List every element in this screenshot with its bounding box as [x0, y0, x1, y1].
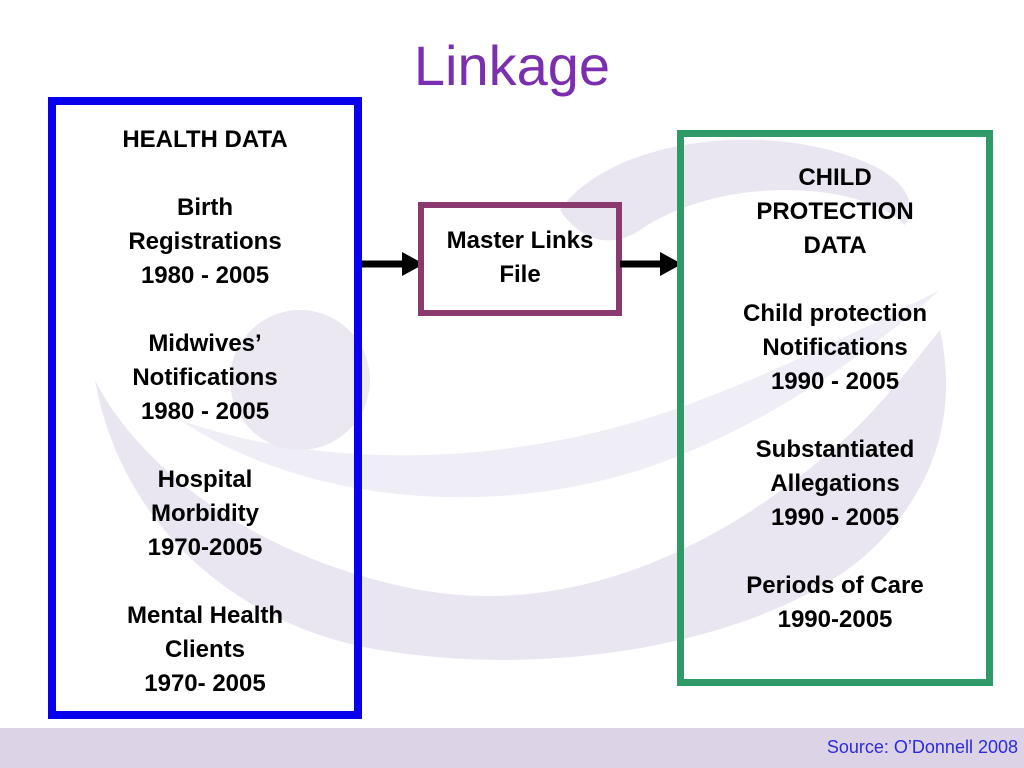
- master-links-line-1: Master Links: [446, 227, 594, 254]
- notifications-line-1: Child protection: [743, 300, 927, 327]
- footer-band: [0, 728, 1024, 768]
- health-data-box: [48, 97, 362, 719]
- substantiated-allegations-line-1: Substantiated: [755, 436, 915, 463]
- child-protection-heading-line-2: PROTECTION: [756, 198, 914, 225]
- periods-of-care-years: 1990-2005: [777, 606, 893, 633]
- mental-health-clients-years: 1970- 2005: [144, 670, 266, 697]
- birth-registrations-line-1: Birth: [177, 194, 233, 221]
- master-links-line-2: File: [499, 261, 541, 288]
- substantiated-allegations-years: 1990 - 2005: [770, 504, 900, 531]
- mental-health-clients-line-2: Clients: [164, 636, 245, 663]
- slide-title: Linkage: [413, 34, 611, 97]
- notifications-line-2: Notifications: [762, 334, 908, 361]
- midwives-notifications-line-2: Notifications: [132, 364, 278, 391]
- periods-of-care-line-1: Periods of Care: [746, 572, 924, 599]
- hospital-morbidity-years: 1970-2005: [147, 534, 263, 561]
- child-protection-heading-line-1: CHILD: [798, 164, 872, 191]
- midwives-notifications-line-1: Midwives’: [148, 330, 262, 357]
- arrow-master-to-child: [618, 251, 684, 277]
- substantiated-allegations-line-2: Allegations: [770, 470, 900, 497]
- source-citation: Source: O’Donnell 2008: [826, 737, 1018, 757]
- birth-registrations-line-2: Registrations: [128, 228, 282, 255]
- child-protection-data-box: [677, 130, 993, 686]
- birth-registrations-years: 1980 - 2005: [140, 262, 270, 289]
- health-data-heading: HEALTH DATA: [122, 126, 288, 153]
- hospital-morbidity-line-1: Hospital: [157, 466, 253, 493]
- master-links-file-box: [418, 202, 622, 316]
- arrow-health-to-master: [360, 251, 426, 277]
- mental-health-clients-line-1: Mental Health: [126, 602, 284, 629]
- notifications-years: 1990 - 2005: [770, 368, 900, 395]
- child-protection-heading-line-3: DATA: [803, 232, 867, 259]
- midwives-notifications-years: 1980 - 2005: [140, 398, 270, 425]
- hospital-morbidity-line-2: Morbidity: [151, 500, 259, 527]
